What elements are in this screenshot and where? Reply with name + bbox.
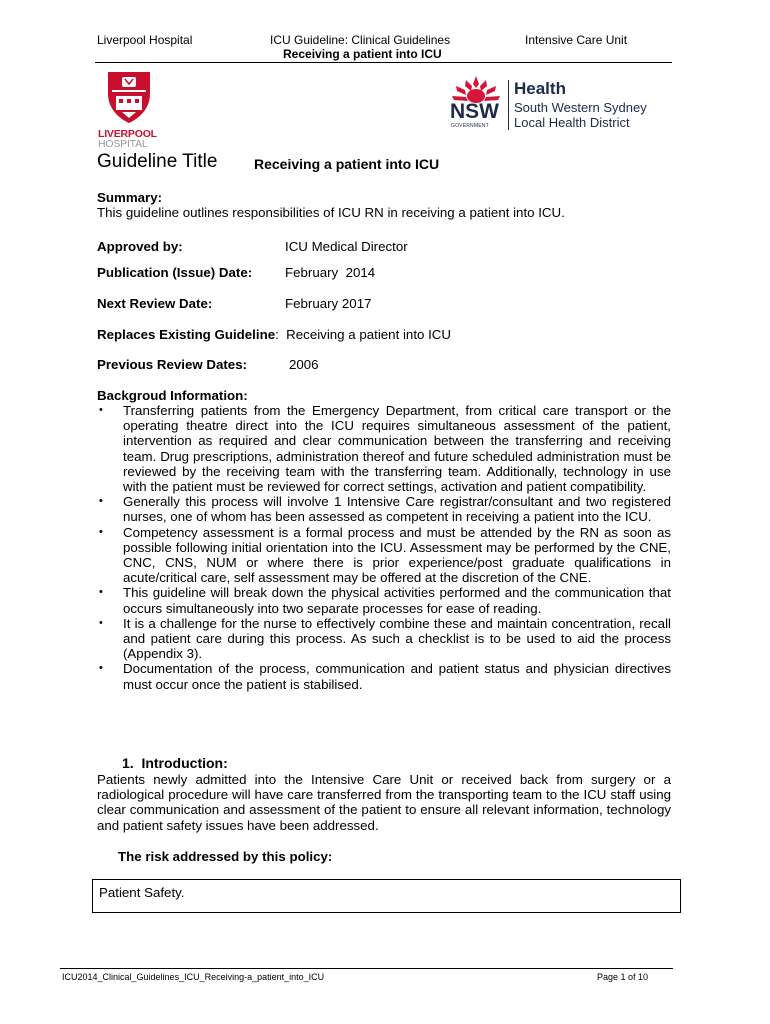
health-district-line2: Local Health District — [514, 115, 630, 130]
nsw-wordmark: NSW — [450, 100, 499, 123]
footer-divider — [60, 968, 673, 969]
replaces-value: : Receiving a patient into ICU — [275, 327, 451, 342]
risk-box — [92, 879, 681, 913]
review-value: February 2017 — [285, 296, 372, 311]
introduction-heading: 1. Introduction: — [122, 755, 228, 771]
bullet-text: Transferring patients from the Emergency Department, from critical care transport or the operating theatre direct into the ICU requires simultaneous assessment of the patient, intervention as required and clear communication between the transferring and receiving team. Drug prescriptions, administration thereof and future scheduled administration must be reviewed by the receiving team with the transferring team. Additionally, technology in use with the patient must be reviewed for correct settings, activation and patient compatibility. — [123, 403, 671, 495]
guideline-title-label: Guideline Title — [97, 151, 218, 172]
header-guideline-type: ICU Guideline: Clinical Guidelines — [270, 33, 451, 47]
footer-page-number: Page 1 of 10 — [597, 972, 649, 982]
review-label: Next Review Date: — [97, 296, 213, 311]
list-item: • It is a challenge for the nurse to effectively combine these and maintain concentration, recall and patient care during this process. As such a checklist is to be used to aid the process (Appendix 3). — [99, 615, 671, 662]
header-subtitle: Receiving a patient into ICU — [283, 47, 442, 61]
liverpool-wordmark-line1: LIVERPOOL — [98, 128, 157, 140]
summary-label: Summary: — [97, 190, 163, 205]
nsw-health-divider — [508, 80, 509, 130]
liverpool-hospital-logo — [98, 70, 160, 150]
list-item: • Competency assessment is a formal process and must be attended by the RN as soon as possible following initial orientation into the ICU. Assessment may be performed by the CNE, CNC, CNS, NUM or where there is prior experience/post graduate qualifications in acute/critical care, self assessment may be offered at the discretion of the CNE. — [99, 524, 671, 586]
liverpool-wordmark-line2: HOSPITAL — [98, 138, 148, 150]
list-item: • Transferring patients from the Emergency Department, from critical care transport or the operating theatre direct into the ICU requires simultaneous assessment of the patient, intervention as required and clear communication between the transferring and receiving team. Drug prescriptions, administration thereof and future scheduled administration must be reviewed by the receiving team with the transferring team. Additionally, technology in use with the patient must be reviewed for correct settings, activation and patient compatibility. — [99, 403, 671, 495]
liverpool-crest-icon — [98, 70, 160, 124]
header-unit: Intensive Care Unit — [525, 33, 628, 47]
bullet-text: Generally this process will involve 1 Intensive Care registrar/consultant and two registered nurses, one of whom has been assessed as competent in receiving a patient into the ICU. — [123, 494, 671, 525]
bullet-text: Competency assessment is a formal process and must be attended by the RN as soon as possible following initial orientation into the ICU. Assessment may be performed by the CNE, CNC, CNS, NUM or where there is prior experience/post graduate qualifications in acute/critical care, self assessment may be offered at the discretion of the CNE. — [123, 524, 671, 586]
bullet-text: It is a challenge for the nurse to effectively combine these and maintain concentration, recall and patient care during this process. As such a checklist is to be used to aid the process (Appendix 3). — [123, 615, 671, 662]
approved-value: ICU Medical Director — [285, 239, 408, 254]
nsw-government-label: GOVERNMENT — [451, 123, 489, 129]
publication-value: February 2014 — [285, 265, 376, 280]
introduction-text: Patients newly admitted into the Intensive Care Unit or received back from surgery or a radiological procedure will have care transferred from the transporting team to the ICU staff using clear communication and assessment of the patient to ensure all relevant information, technology and patient safety issues have been addressed. — [97, 772, 671, 833]
list-item: • Documentation of the process, communication and patient status and physician directives must occur once the patient is stabilised. — [99, 661, 671, 692]
header-divider — [95, 62, 672, 63]
nsw-health-logo — [448, 74, 676, 134]
replaces-label: Replaces Existing Guideline — [97, 327, 276, 342]
health-district-line1: South Western Sydney — [514, 100, 647, 115]
bullet-text: This guideline will break down the physical activities performed and the communication that occurs simultaneously into two separate processes for ease of reading. — [123, 585, 671, 616]
bullet-text: Documentation of the process, communication and patient status and physician directives must occur once the patient is stabilised. — [123, 661, 671, 692]
previous-review-label: Previous Review Dates: — [97, 357, 248, 372]
list-item: • Generally this process will involve 1 Intensive Care registrar/consultant and two registered nurses, one of whom has been assessed as competent in receiving a patient into the ICU. — [99, 494, 671, 525]
background-heading: Backgroud Information: — [97, 388, 248, 403]
replaces-line — [97, 327, 451, 342]
risk-heading: The risk addressed by this policy: — [118, 849, 333, 864]
summary-text: This guideline outlines responsibilities of ICU RN in receiving a patient into ICU. — [97, 205, 565, 220]
background-bullet-list — [99, 403, 671, 692]
risk-value: Patient Safety. — [99, 885, 185, 900]
guideline-title-value: Receiving a patient into ICU — [254, 156, 440, 172]
approved-label: Approved by: — [97, 239, 183, 254]
publication-label: Publication (Issue) Date: — [97, 265, 253, 280]
previous-review-value: 2006 — [289, 357, 319, 372]
list-item: • This guideline will break down the physical activities performed and the communication that occurs simultaneously into two separate processes for ease of reading. — [99, 585, 671, 616]
health-title: Health — [514, 79, 566, 98]
footer-filename: ICU2014_Clinical_Guidelines_ICU_Receiving-a_patient_into_ICU — [62, 972, 325, 982]
header-hospital: Liverpool Hospital — [97, 33, 193, 47]
